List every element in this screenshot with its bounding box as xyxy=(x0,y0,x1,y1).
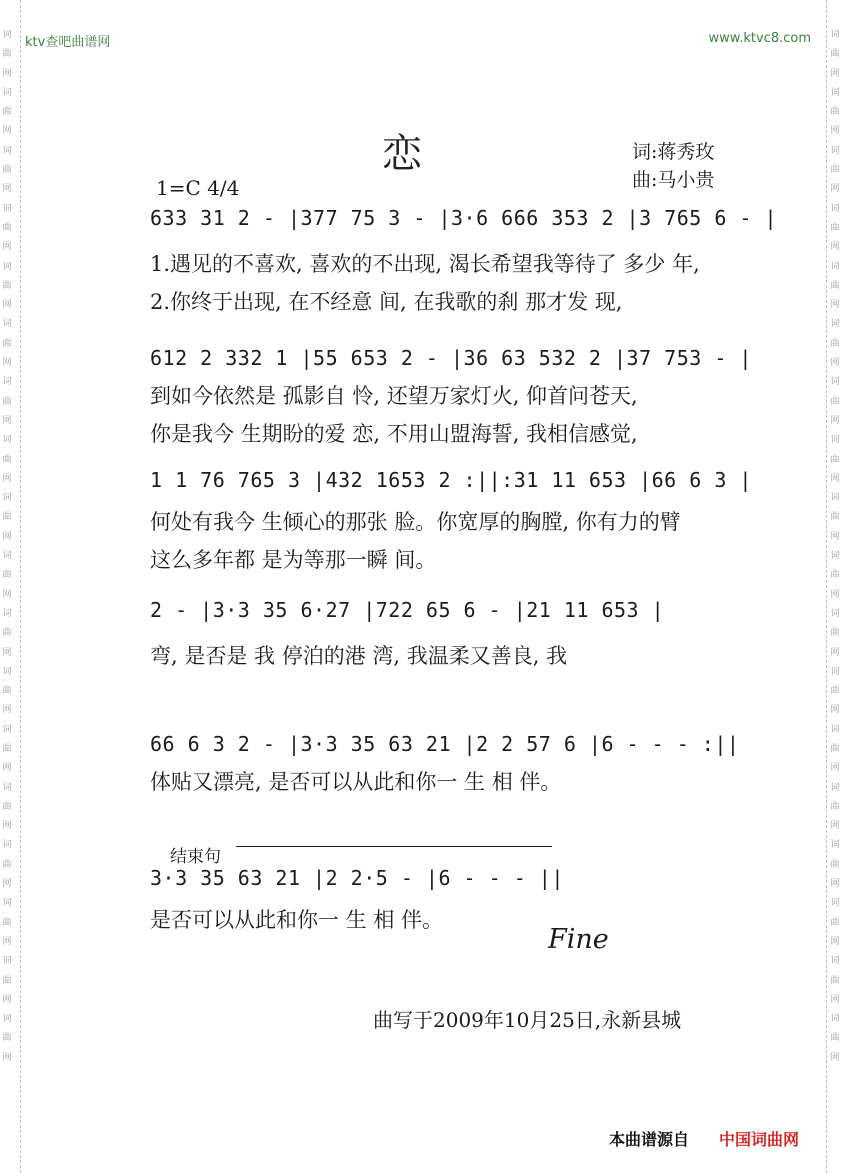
fine-mark: Fine xyxy=(548,924,609,955)
composer-credit: 曲:马小贵 xyxy=(632,169,715,191)
notation-line: 66 6 3 2 - |3·3 35 63 21 |2 2 57 6 |6 - - - :|| xyxy=(150,732,740,756)
notation-line: 1 1 76 765 3 |432 1653 2 :||:31 11 653 |66 6 3 | xyxy=(150,468,752,492)
notation-line: 633 31 2 - |377 75 3 - |3·6 666 353 2 |3 765 6 - | xyxy=(150,206,778,230)
right-watermark: 词曲网词曲网词曲网词曲网词曲网词曲网词曲网词曲网词曲网词曲网词曲网词曲网词曲网词曲网词曲网词曲网词曲网词曲网 xyxy=(830,30,840,1063)
lyric-line: 到如今依然是 孤影自 怜, 还望万家灯火, 仰首问苍天, xyxy=(150,384,638,408)
lyric-line: 1.遇见的不喜欢, 喜欢的不出现, 渴长希望我等待了 多少 年, xyxy=(150,252,700,276)
left-margin-line xyxy=(20,0,21,1173)
key-signature: 1=C 4/4 xyxy=(156,176,240,200)
coda-bracket xyxy=(236,846,552,847)
notation-line: 612 2 332 1 |55 653 2 - |36 63 532 2 |37 753 - | xyxy=(150,346,752,370)
site-name-header: ktv查吧曲谱网 xyxy=(25,35,111,50)
footer-source-label: 本曲谱源自 xyxy=(609,1130,690,1149)
lyric-line: 2.你终于出现, 在不经意 间, 在我歌的刹 那才发 现, xyxy=(150,290,623,314)
footer-site-link[interactable]: 中国词曲网 xyxy=(719,1130,800,1149)
notation-line: 2 - |3·3 35 6·27 |722 65 6 - |21 11 653 | xyxy=(150,598,665,622)
left-watermark: 词曲网词曲网词曲网词曲网词曲网词曲网词曲网词曲网词曲网词曲网词曲网词曲网词曲网词曲网词曲网词曲网词曲网词曲网 xyxy=(2,30,12,1063)
lyric-line: 是否可以从此和你一 生 相 伴。 xyxy=(150,908,444,932)
lyric-line: 弯, 是否是 我 停泊的港 湾, 我温柔又善良, 我 xyxy=(150,644,568,668)
lyric-line: 体贴又漂亮, 是否可以从此和你一 生 相 伴。 xyxy=(150,770,562,794)
song-title: 恋 xyxy=(382,131,422,177)
lyric-line: 何处有我今 生倾心的那张 脸。你宽厚的胸膛, 你有力的臂 xyxy=(150,510,681,534)
composition-date: 曲写于2009年10月25日,永新县城 xyxy=(373,1008,682,1032)
lyricist-credit: 词:蒋秀玫 xyxy=(632,141,715,163)
coda-label: 结束句 xyxy=(170,847,221,867)
site-url-header: www.ktvc8.com xyxy=(708,31,811,46)
right-margin-line xyxy=(826,0,827,1173)
lyric-line: 你是我今 生期盼的爱 恋, 不用山盟海誓, 我相信感觉, xyxy=(150,422,638,446)
notation-line: 3·3 35 63 21 |2 2·5 - |6 - - - || xyxy=(150,866,564,890)
credits xyxy=(632,138,714,194)
lyric-line: 这么多年都 是为等那一瞬 间。 xyxy=(150,548,437,572)
